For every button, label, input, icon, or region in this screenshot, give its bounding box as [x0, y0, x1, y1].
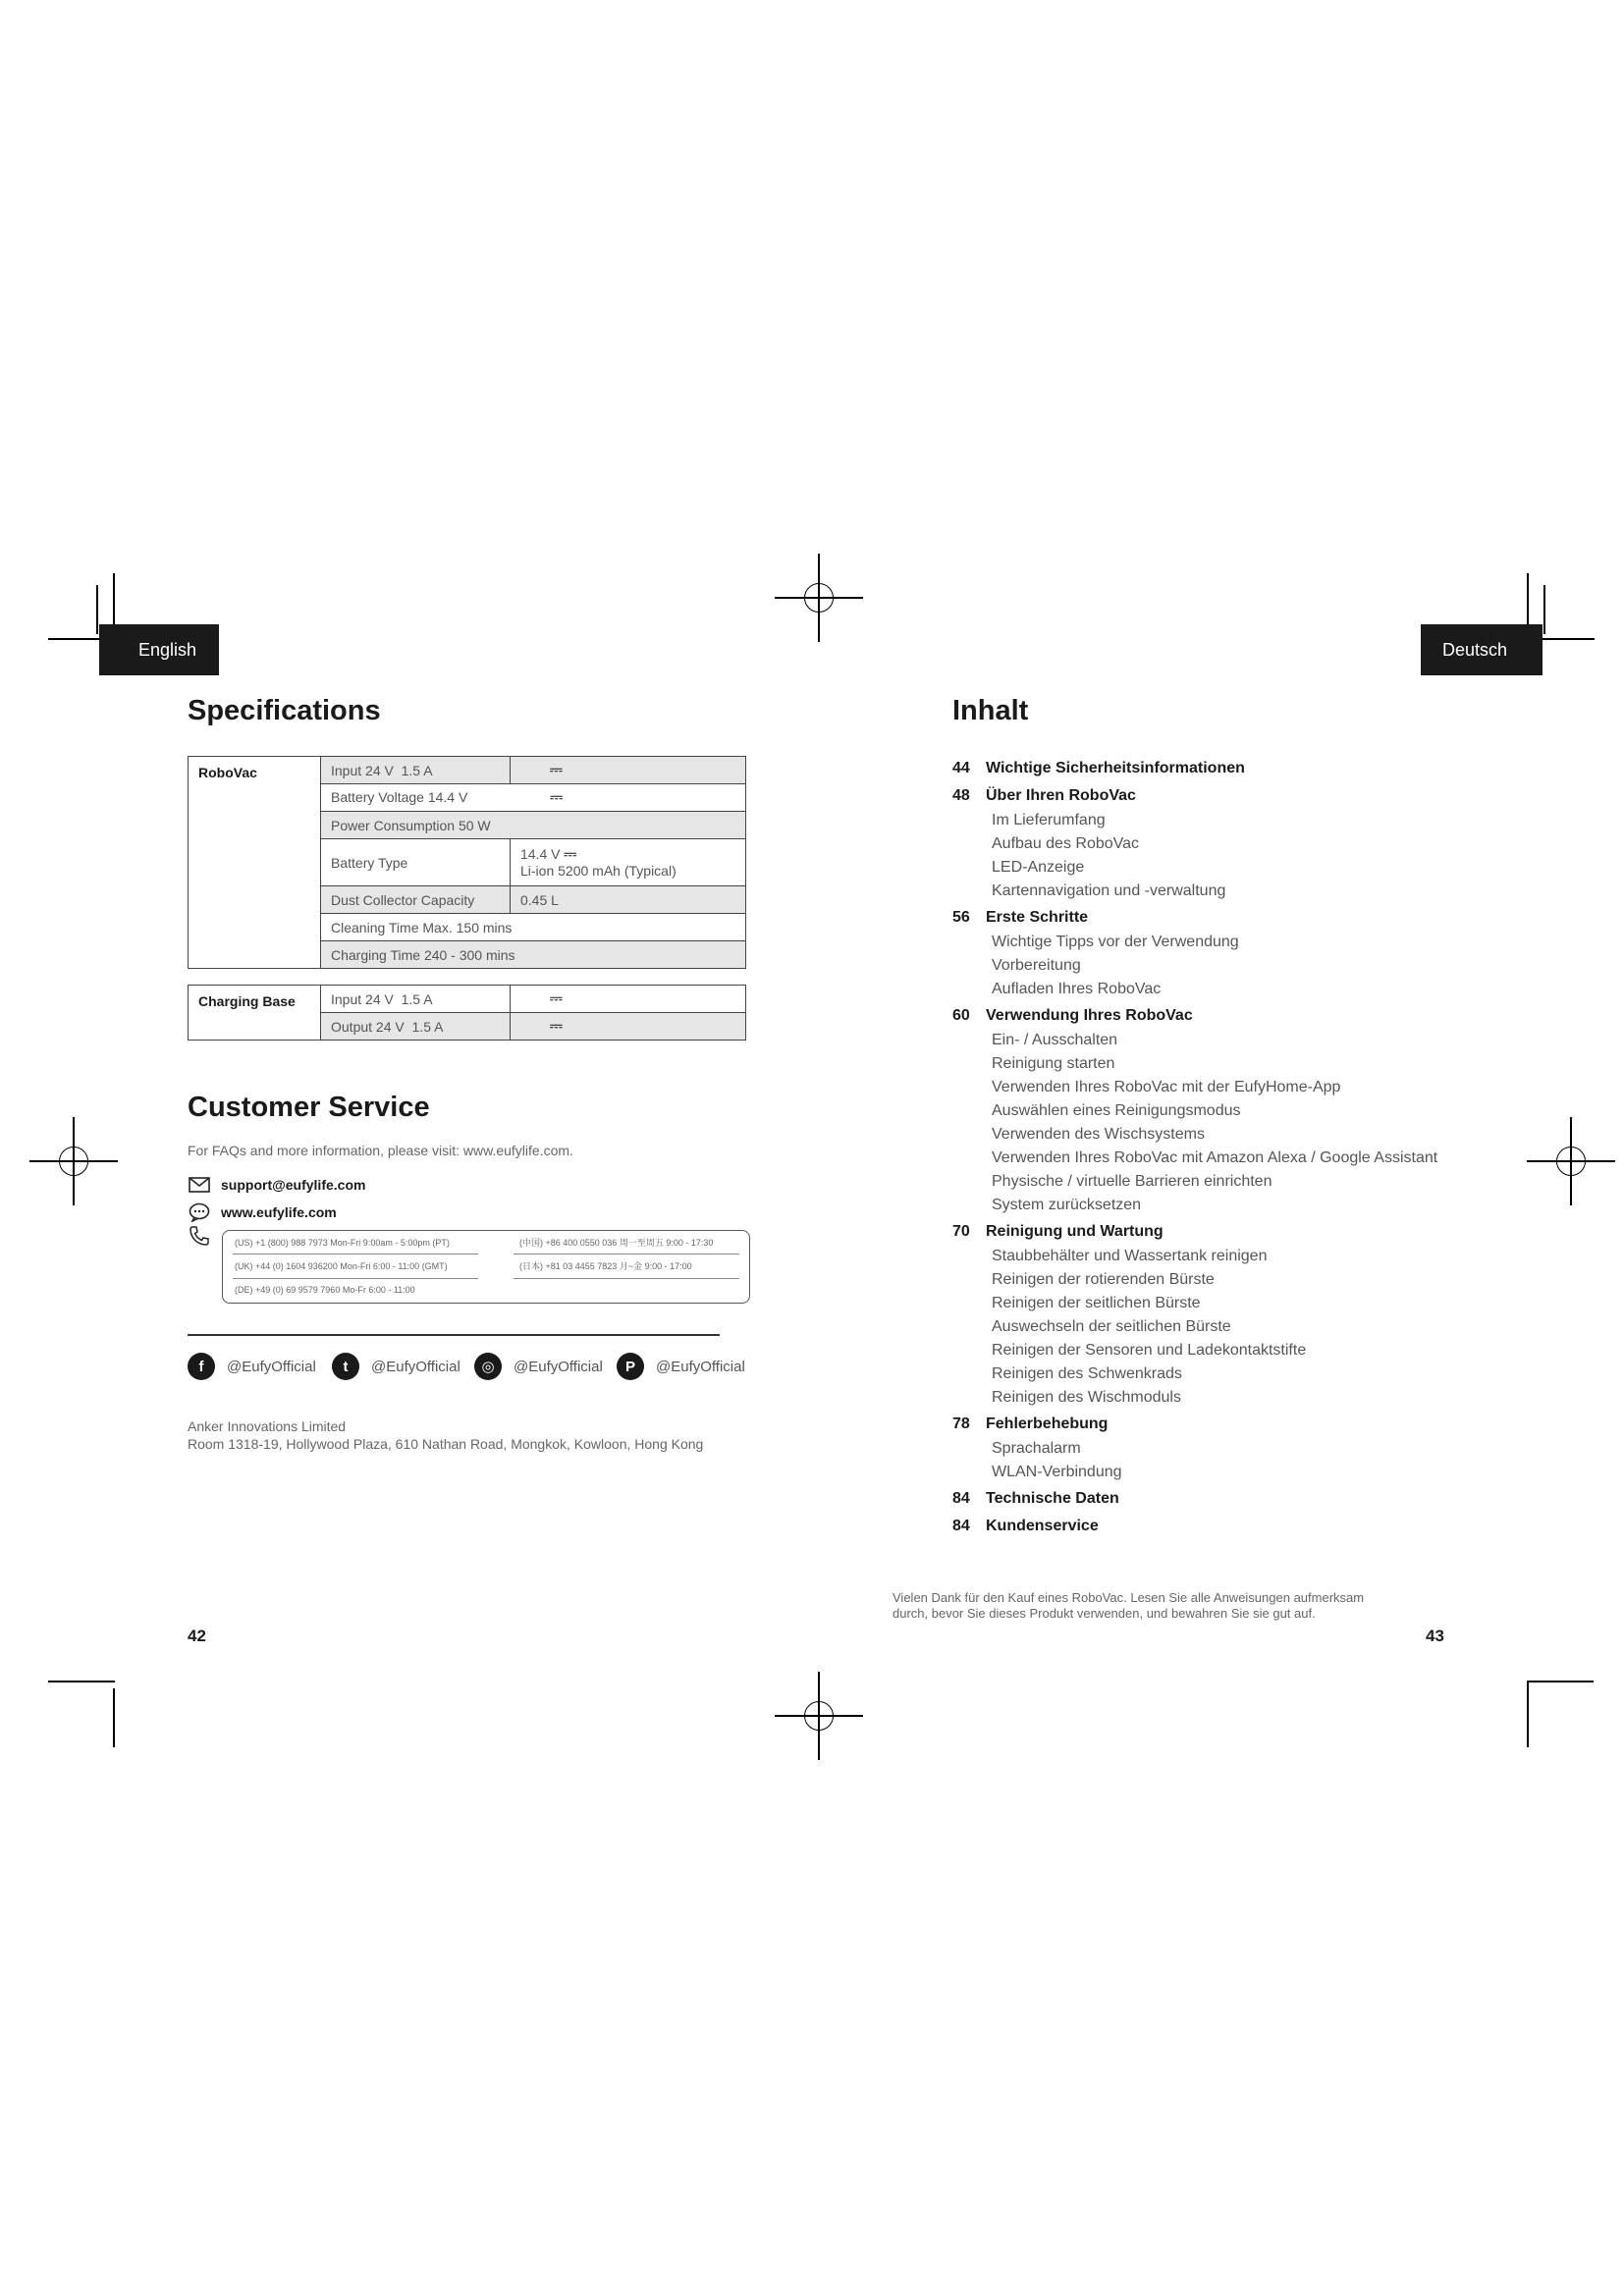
toc-section[interactable] — [952, 1412, 1502, 1437]
social-twitter[interactable] — [332, 1353, 460, 1380]
spec-label: Input 24 V 1.5 A — [321, 757, 511, 784]
spec-value — [511, 1013, 746, 1041]
toc-item[interactable]: Reinigen des Wischmoduls — [992, 1389, 1181, 1406]
toc-title: Inhalt — [952, 695, 1029, 726]
toc-page-number: 84 — [952, 1518, 970, 1534]
toc-section[interactable] — [952, 783, 1502, 809]
company-address: Room 1318-19, Hollywood Plaza, 610 Nathan Road, Mongkok, Kowloon, Hong Kong — [188, 1436, 704, 1452]
website-row[interactable] — [188, 1201, 337, 1224]
toc-item[interactable]: Reinigen der Sensoren und Ladekontaktstifte — [992, 1342, 1307, 1359]
social-handle: @EufyOfficial — [371, 1358, 460, 1375]
spec-label: Power Consumption 50 W — [321, 812, 746, 839]
toc-item[interactable]: Verwenden des Wischsystems — [992, 1126, 1205, 1143]
toc-item[interactable]: Im Lieferumfang — [992, 812, 1106, 828]
spec-label: Cleaning Time Max. 150 mins — [321, 914, 746, 941]
website-link[interactable]: www.eufylife.com — [221, 1204, 337, 1220]
company-name: Anker Innovations Limited — [188, 1418, 347, 1434]
phone-de: (DE) +49 (0) 69 9579 7960 Mo-Fr 6:00 - 11:00 — [235, 1285, 415, 1295]
pinterest-icon: P — [617, 1353, 644, 1380]
toc-section[interactable] — [952, 1486, 1502, 1512]
mail-icon — [188, 1175, 211, 1195]
robovac-spec-table — [188, 756, 746, 969]
registration-mark — [796, 575, 841, 620]
toc-item[interactable]: Reinigung starten — [992, 1055, 1115, 1072]
toc-item[interactable]: Reinigen der seitlichen Bürste — [992, 1295, 1201, 1311]
dc-symbol-icon: ⎓ — [564, 846, 576, 863]
social-handle: @EufyOfficial — [656, 1358, 745, 1375]
toc-item[interactable]: Staubbehälter und Wassertank reinigen — [992, 1248, 1268, 1264]
charging-base-group-label: Charging Base — [189, 986, 321, 1041]
toc-item[interactable]: Physische / virtuelle Barrieren einrichten — [992, 1173, 1272, 1190]
spec-label: Input 24 V 1.5 A — [321, 986, 511, 1013]
table-of-contents — [952, 754, 1502, 1539]
toc-item[interactable]: LED-Anzeige — [992, 859, 1085, 876]
spec-value: 0.45 L — [511, 886, 746, 914]
toc-page-number: 48 — [952, 787, 970, 804]
toc-section[interactable] — [952, 1219, 1502, 1245]
phone-jp: (日本) +81 03 4455 7823 月~金 9:00 - 17:00 — [519, 1261, 692, 1271]
toc-section-title: Wichtige Sicherheitsinformationen — [986, 760, 1245, 776]
toc-section-title: Technische Daten — [986, 1490, 1119, 1507]
charging-base-spec-table — [188, 985, 746, 1041]
toc-page-number: 78 — [952, 1415, 970, 1432]
toc-item[interactable]: Aufladen Ihres RoboVac — [992, 981, 1162, 997]
phone-icon — [188, 1226, 211, 1246]
toc-item[interactable]: Vorbereitung — [992, 957, 1081, 974]
toc-item[interactable]: Kartennavigation und -verwaltung — [992, 882, 1226, 899]
customer-service-title: Customer Service — [188, 1092, 430, 1123]
spec-label: Dust Collector Capacity — [321, 886, 511, 914]
dc-symbol-icon: ⎓ — [550, 1017, 562, 1035]
social-facebook[interactable] — [188, 1353, 316, 1380]
toc-item[interactable]: System zurücksetzen — [992, 1197, 1142, 1213]
toc-page-number: 44 — [952, 760, 970, 776]
spec-label: Battery Type — [321, 839, 511, 886]
toc-item[interactable]: Auswechseln der seitlichen Bürste — [992, 1318, 1231, 1335]
social-pinterest[interactable] — [617, 1353, 745, 1380]
language-tab-english: English — [99, 624, 219, 675]
dc-symbol-icon: ⎓ — [550, 989, 562, 1007]
toc-section-title: Verwendung Ihres RoboVac — [986, 1007, 1193, 1024]
customer-service-intro: For FAQs and more information, please visit: www.eufylife.com. — [188, 1143, 573, 1158]
toc-item[interactable]: Ein- / Ausschalten — [992, 1032, 1118, 1048]
toc-section[interactable] — [952, 1003, 1502, 1029]
toc-item[interactable]: Verwenden Ihres RoboVac mit der EufyHome-App — [992, 1079, 1341, 1095]
toc-item[interactable]: Wichtige Tipps vor der Verwendung — [992, 934, 1239, 950]
thanks-line: Vielen Dank für den Kauf eines RoboVac. Lesen Sie alle Anweisungen aufmerksam — [893, 1590, 1365, 1605]
spec-label: Output 24 V 1.5 A — [321, 1013, 511, 1041]
registration-mark — [796, 1693, 841, 1738]
toc-item[interactable]: Sprachalarm — [992, 1440, 1081, 1457]
toc-section-title: Reinigung und Wartung — [986, 1223, 1164, 1240]
spec-value: 14.4 V ⎓ Li-ion 5200 mAh (Typical) — [511, 839, 746, 886]
email-row[interactable] — [188, 1173, 365, 1197]
language-tab-deutsch: Deutsch — [1421, 624, 1543, 675]
thanks-note — [893, 1590, 1403, 1622]
page-number-left: 42 — [188, 1627, 206, 1645]
dc-symbol-icon: ⎓ — [550, 761, 562, 778]
toc-item[interactable]: Reinigen der rotierenden Bürste — [992, 1271, 1215, 1288]
phone-us: (US) +1 (800) 988 7973 Mon-Fri 9:00am - 5:00pm (PT) — [235, 1238, 450, 1248]
toc-section[interactable] — [952, 756, 1502, 781]
toc-item[interactable]: Auswählen eines Reinigungsmodus — [992, 1102, 1241, 1119]
toc-item[interactable]: WLAN-Verbindung — [992, 1464, 1122, 1480]
instagram-icon: ◎ — [474, 1353, 502, 1380]
toc-item[interactable]: Aufbau des RoboVac — [992, 835, 1140, 852]
spec-value — [511, 757, 746, 784]
toc-section[interactable] — [952, 1514, 1502, 1539]
toc-section-title: Fehlerbehebung — [986, 1415, 1109, 1432]
toc-page-number: 60 — [952, 1007, 970, 1024]
toc-item[interactable]: Reinigen des Schwenkrads — [992, 1365, 1182, 1382]
phone-numbers-box — [222, 1230, 750, 1304]
toc-section[interactable] — [952, 905, 1502, 931]
spec-value — [511, 986, 746, 1013]
phone-uk: (UK) +44 (0) 1604 936200 Mon-Fri 6:00 - 11:00 (GMT) — [235, 1261, 448, 1271]
robovac-group-label: RoboVac — [189, 757, 321, 969]
registration-mark — [51, 1139, 96, 1184]
toc-page-number: 56 — [952, 909, 970, 926]
company-info — [188, 1417, 703, 1453]
toc-page-number: 84 — [952, 1490, 970, 1507]
social-handle: @EufyOfficial — [514, 1358, 603, 1375]
phone-row — [188, 1224, 221, 1248]
toc-section-title: Erste Schritte — [986, 909, 1089, 926]
dc-symbol-icon: ⎓ — [550, 788, 562, 806]
spec-label: Battery Voltage 14.4 V ⎓ — [321, 784, 746, 812]
toc-page-number: 70 — [952, 1223, 970, 1240]
toc-item[interactable]: Verwenden Ihres RoboVac mit Amazon Alexa / Google Assistant — [992, 1149, 1438, 1166]
specifications-title: Specifications — [188, 695, 381, 726]
support-email-link[interactable]: support@eufylife.com — [221, 1177, 366, 1193]
toc-section-title: Kundenservice — [986, 1518, 1099, 1534]
registration-mark — [1548, 1139, 1594, 1184]
toc-section-title: Über Ihren RoboVac — [986, 787, 1136, 804]
phone-cn: (中国) +86 400 0550 036 周一至周五 9:00 - 17:30 — [519, 1238, 714, 1248]
spec-label: Charging Time 240 - 300 mins — [321, 941, 746, 969]
page-number-right: 43 — [1426, 1627, 1444, 1645]
chat-icon — [188, 1202, 211, 1222]
twitter-icon: t — [332, 1353, 359, 1380]
section-divider — [188, 1334, 720, 1336]
social-handle: @EufyOfficial — [227, 1358, 316, 1375]
thanks-line: durch, bevor Sie dieses Produkt verwenden, und bewahren Sie sie gut auf. — [893, 1606, 1316, 1621]
facebook-icon: f — [188, 1353, 215, 1380]
social-instagram[interactable] — [474, 1353, 603, 1380]
